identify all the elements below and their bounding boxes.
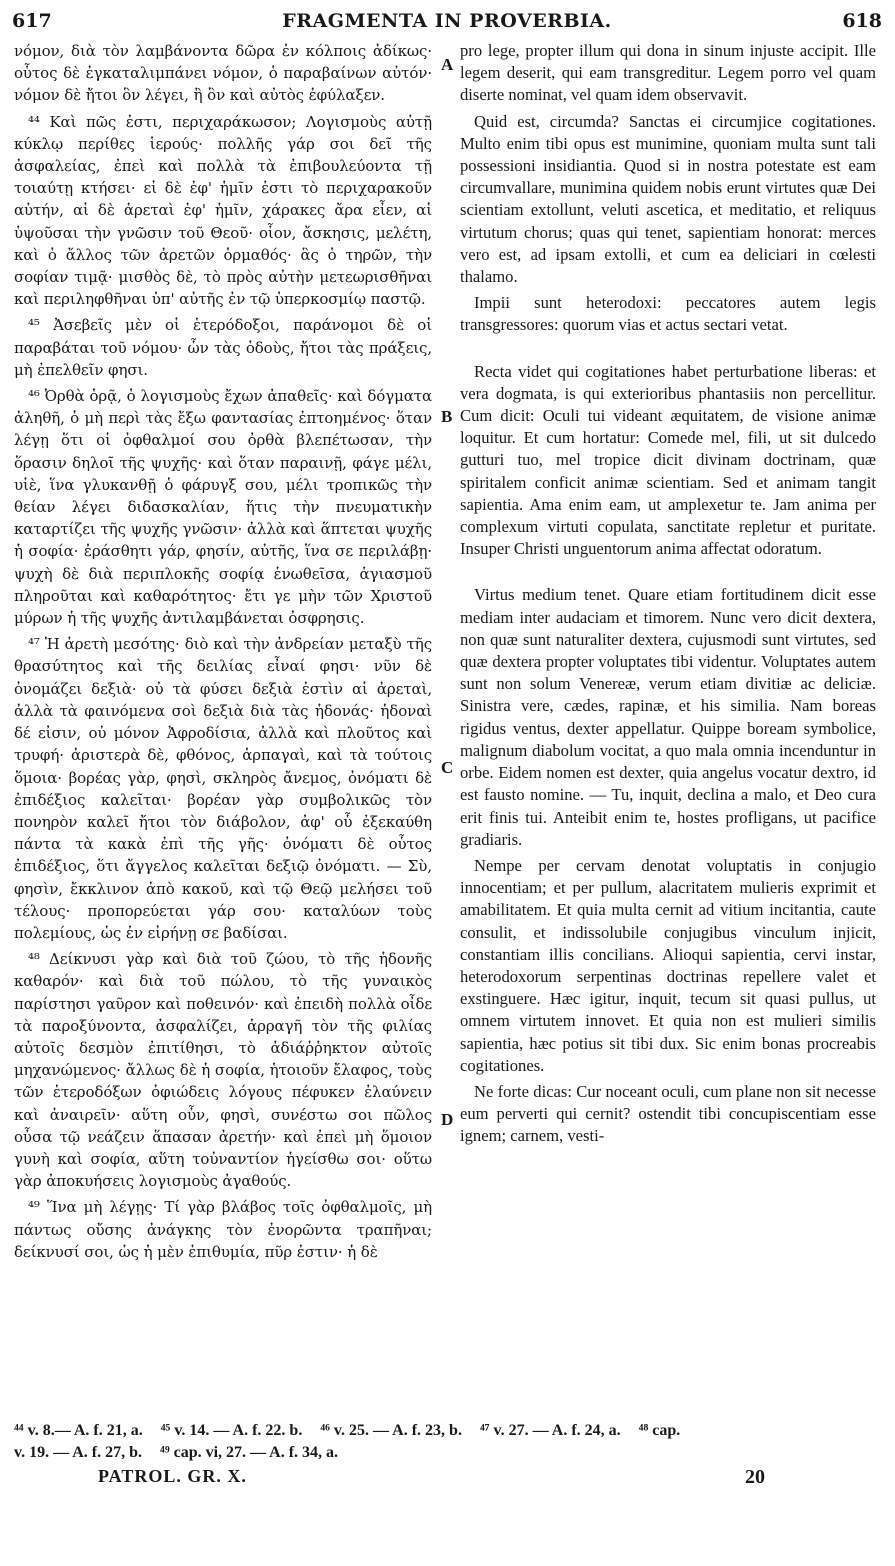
latin-paragraph: Recta videt qui cogitationes habet perturbatione liberas: et vera dogmata, is qui exterioribus phantasiis non percellitur. Cum dicit: Oculi tui videant æquitatem, de visione animæ loquitur. Et cum hortatur: Comede mel, fili, ut sit dulcedo gutturi tuo, mel tropice dicit divinam doctrinam, quæ spiritalem conficit animæ scientiam. Sed et animam tangit sapientia. Ama enim eam, ut amplexetur te. Jam anima per complexum virtuti copulata, sanctitate repletur et puritate. Insuper Christi unguentorum anima affectat odoratum. — [460, 361, 876, 559]
footnote: ⁴⁹ cap. vi, 27. — A. f. 34, a. — [160, 1444, 339, 1461]
greek-paragraph: νόμον, διὰ τὸν λαμβάνοντα δῶρα ἐν κόλποις ἀδίκως· οὗτος δὲ ἐγκαταλιμπάνει νόμον, ὁ παραβαίνων αὐτόν· νόμον δὲ ἤτοι ὃν λέγει, ἢ ὃν καὶ αὐτὸς ἐφύλαξεν. — [14, 42, 432, 105]
latin-paragraph: Ne forte dicas: Cur noceant oculi, cum plane non sit necesse eum perverti qui cernit? ostendit tibi concupiscentiam esse ignem; carnem, vesti- — [460, 1081, 876, 1146]
page-number-left: 617 — [12, 10, 52, 32]
page-footer — [0, 1466, 895, 1492]
latin-paragraph: pro lege, propter illum qui dona in sinum injuste accipit. Ille legem deserit, qui eam transgreditur. Legem porro vel quam diserte nominat, vel quam idem observavit. — [460, 41, 876, 105]
footer-signature: 20 — [745, 1466, 765, 1488]
latin-paragraph: Impii sunt heterodoxi: peccatores autem legis transgressores: quorum vias et actus sectari vetat. — [460, 293, 876, 335]
greek-paragraph: ⁴⁸ Δείκνυσι γὰρ καὶ διὰ τοῦ ζώου, τὸ τῆς ἡδονῆς καθαρόν· καὶ διὰ τοῦ πώλου, τὸ τῆς γυναικὸς παρίστησι γαῦρον καὶ ποθεινόν· καὶ ἐπειδὴ πολλὰ οἶδε τὰ παροξύνοντα, ἀσφαλίζει, ἀρραγῆ τὸν τῆς φιλίας αὐτοῖς δεσμὸν ἐπιτίθησι, τὸ ἀδιάῤῥηκτον αὐτοῖς μηχανώμενος· ἄλλως δὲ ἡ σοφία, ἡτοιοῦν ἔλαφος, τοὺς τῶν ἑτεροδόξων ὀφιώδεις λόγους πέφυκεν ἐλαύνειν καὶ ἀναιρεῖν· αὕτη οὖν, φησὶ, συνέστω σοι πῶλος οὖσα τῷ νεάζειν ἅπασαν ἀρετήν· καὶ ἐπεὶ μὴ ὅμοιον γυνὴ καὶ σοφία, αὕτη τοὐναντίον ἡγείσθω σοι· οὕτω γὰρ ἀποκυήσεις λογισμοὺς ἀγαθούς. — [14, 950, 432, 1191]
footnote: ⁴⁵ v. 14. — A. f. 22. b. — [160, 1422, 303, 1439]
footnote: v. 19. — A. f. 27, b. — [14, 1444, 143, 1461]
margin-letter-a: A — [441, 55, 454, 74]
margin-letter-d: D — [441, 1110, 454, 1129]
page-number-right: 618 — [842, 10, 882, 32]
greek-paragraph: ⁴⁷ Ἡ ἀρετὴ μεσότης· διὸ καὶ τὴν ἀνδρείαν μεταξὺ τῆς θρασύτητος καὶ τῆς δειλίας εἶναί φησι· νῦν δὲ ὀνομάζει δεξιὰ· οὐ τὰ φύσει δεξιὰ ἐστὶν αἱ ἀρεταὶ, ἀλλὰ τὰ φαινόμενα σοὶ δεξιὰ διὰ τὰς ἡδονάς· ἡδοναὶ δέ εἰσιν, οὐ μόνον Ἀφροδίσια, ἀλλὰ καὶ πλοῦτος καὶ τρυφή· ἀριστερὰ δὲ, φθόνος, ἁρπαγαὶ, καὶ τὰ τούτοις ὅμοια· βορέας γὰρ, φησὶ, σκληρὸς ἄνεμος, ὀνόματι δὲ ἐπιδέξιος καλεῖται· βορέαν γὰρ συμβολικῶς τὸν πονηρὸν καλεῖ ἤτοι τὸν διάβολον, ἀφ' οὗ ἐξεκαύθη πάντα τὰ κακὰ ἐπὶ τῆς γῆς· ὀνόματι δὲ οὗτος ἐπιδέξιος, ὅτι ἄγγελος καλεῖται δεξιῷ ὀνόματι. — Σὺ, φησὶν, ἔκκλινον ἀπὸ κακοῦ, καὶ τῷ Θεῷ μελήσει τοῦ τέλους· προπορεύεται γάρ σου· καταλύων τοὺς πολεμίους, ὡς ἐν εἰρήνῃ σε βαδίσαι. — [14, 635, 432, 942]
footnote: ⁴⁶ v. 25. — A. f. 23, b. — [320, 1422, 462, 1439]
footnote: ⁴⁴ v. 8.— A. f. 21, a. — [14, 1422, 143, 1439]
footer-series: PATROL. GR. X. — [98, 1466, 247, 1486]
footnote: ⁴⁷ v. 27. — A. f. 24, a. — [479, 1422, 621, 1439]
greek-paragraph: ⁴⁴ Καὶ πῶς ἐστι, περιχαράκωσον; Λογισμοὺς αὐτῇ κύκλῳ περίθες ἱερούς· πολλῆς γάρ σοι δεῖ τῆς ἀσφαλείας, ἐπεὶ καὶ πολλὰ τὰ ἐπιβουλεύοντα τῇ τοιαύτῃ κτήσει· εἰ δὲ ἐφ' ἡμῖν ἐστι τὸ περιχαρακοῦν αὐτήν, αἱ δὲ ἀρεταὶ ἐφ' ἡμῖν, χάρακες ἄρα εἶεν, αἱ ὑψοῦσαι τὴν γνῶσιν τοῦ Θεοῦ· οἷον, ἄσκησις, μελέτη, καὶ ὁ ἄλλος τῶν ἀρετῶν ὁρμαθός· ἃς ὁ τηρῶν, τὴν σοφίαν τιμᾷ· μισθὸς δὲ, τὸ πρὸς αὐτὴν μετεωρισθῆναι καὶ περιληφθῆναι ὑπ' αὐτῆς ἐν τῷ ὑπερκοσμίῳ παστῷ. — [14, 112, 432, 309]
latin-paragraph: Virtus medium tenet. Quare etiam fortitudinem dicit esse mediam inter audaciam et timorem. Nunc vero dicit dextera, non quæ sunt naturaliter dextera, cujusmodi sunt virtutes, sed quæ dextera propter voluptates tibi videntur. Voluptates autem sunt non solum Venereæ, verum etiam divitiæ ac deliciæ. Sinistra vere, cædes, rapinæ, et his similia. Nam boreas rigidus ventus, dexter appellatur. Quippe boream symbolice, malignum diabolum vocitat, a quo mala omnia incenduntur in orbe. Eidem nomen est dexter, quia angelus vocatur dextro, id est fausto nomine. — Tu, inquit, declina a malo, et Deo cura erit finis tui. Anteibit enim te, hostes profligans, ut pacifice gradiaris. — [460, 585, 876, 849]
margin-letter-b: B — [441, 407, 453, 426]
page-header — [12, 10, 882, 38]
latin-paragraph: Quid est, circumda? Sanctas ei circumjice cogitationes. Multo enim tibi opus est munimine, quoniam multa sunt tali possessioni insidiantia. Quod si in nostra potestate est eam circumvallare, munimina quidem nobis erunt virtutes quæ Dei scientiam extollunt, veluti ascetica, et meditatio, et reliquus virtutum chorus; quas qui tenet, sapientiam honorat: merces vero est, ad ipsam extolli, et cum ea deliciari in cœlesti thalamo. — [460, 111, 876, 287]
greek-paragraph: ⁴⁶ Ὀρθὰ ὁρᾷ, ὁ λογισμοὺς ἔχων ἀπαθεῖς· καὶ δόγματα ἀληθῆ, ὁ μὴ περὶ τὰς ἔξω φαντασίας ἐπτοημένος· ὅταν λέγῃ ὅτι οἱ ὀφθαλμοί σου ὀρθὰ βλεπέτωσαν, τὴν ὅρασιν δηλοῖ τῆς ψυχῆς· καὶ ὅταν παραινῇ, φάγε μέλι, υἱὲ, ἵνα γλυκανθῇ ὁ φάρυγξ σου, μέλι τροπικῶς τὴν θείαν λέγει διδασκαλίαν, ἥτις τὴν πνευματικὴν καταρτίζει τῆς ψυχῆς γνῶσιν· ἀλλὰ καὶ ἅπτεται ψυχῆς ἡ σοφία· ἐράσθητι γάρ, φησίν, αὐτῆς, ἵνα σε περιλάβῃ· ψυχὴ δὲ διὰ περιπλοκῆς σοφίᾳ ἑνωθεῖσα, ἁγιασμοῦ πληροῦται καὶ καθαρότητος· ἔτι γε μὴν τῶν Χριστοῦ μύρων ἡ τῆς ψυχῆς ἀντιλαμβάνεται ὀσφρησις. — [14, 387, 432, 628]
running-title: FRAGMENTA IN PROVERBIA. — [282, 10, 612, 32]
latin-column — [460, 40, 876, 1152]
latin-paragraph: Nempe per cervam denotat voluptatis in conjugio innocentiam; et per pullum, alacritatem mulieris exprimit et amabilitatem. Et quia multa cernit ad vitium incitantia, caute consulit, et indissolubile conjugibus vinculum injicit, constantiam illis concilians. Alioqui sapientia, cervi instar, heterodoxorum serpentinas doctrinas repellere valet et exstinguere. Hæc igitur, inquit, tecum sit quasi pullus, ut omnem virtutem innovet. Et quia non est mulieri similis sapientia, hæc potius sit tibi dux. Sic enim bonas procreabis cogitationes. — [460, 855, 876, 1075]
margin-letter-c: C — [441, 758, 454, 777]
footnotes — [14, 1420, 882, 1464]
greek-paragraph: ⁴⁹ Ἵνα μὴ λέγῃς· Τί γὰρ βλάβος τοῖς ὀφθαλμοῖς, μὴ πάντως οὔσης ἀνάγκης τὸν ἐνορῶντα τραπῆναι; δείκνυσί σοι, ὡς ἡ μὲν ἐπιθυμία, πῦρ ἐστιν· ἡ δὲ — [14, 1198, 432, 1261]
greek-column — [14, 40, 432, 1267]
greek-paragraph: ⁴⁵ Ἀσεβεῖς μὲν οἱ ἑτερόδοξοι, παράνομοι δὲ οἱ παραβάται τοῦ νόμου· ὧν τὰς ὁδοὺς, ἤτοι τὰς πράξεις, μὴ ἐπελθεῖν φησι. — [14, 316, 432, 379]
footnote: ⁴⁸ cap. — [638, 1422, 681, 1439]
